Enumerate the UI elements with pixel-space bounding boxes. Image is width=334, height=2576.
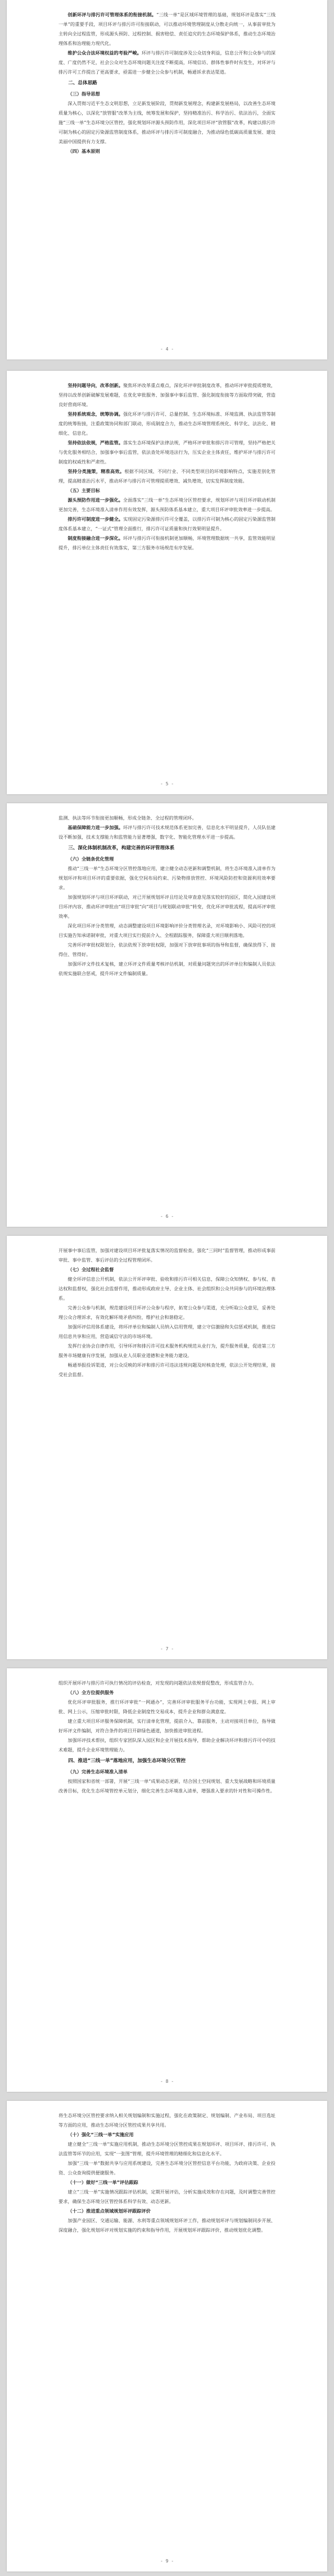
body-paragraph bbox=[58, 2140, 276, 2159]
section-heading: 二、总体思路 bbox=[68, 80, 97, 86]
subsection-heading: （六）全链条优化管理 bbox=[67, 856, 114, 862]
body-paragraph bbox=[58, 1341, 276, 1360]
paragraph-text: 按照国家和省统一部署，开展“三线一单”成果动态更新，结合国土空间规划、重大发展战略和环境质量改善目标，优化生态环境管控单元划分，细化完善生态环境准入清单，增强准入要求的针对性和可操作性。 bbox=[58, 1778, 276, 1794]
body-paragraph bbox=[58, 381, 276, 409]
page-number: - 6 - bbox=[160, 1214, 174, 1219]
body-paragraph bbox=[58, 1717, 276, 1736]
page-number: - 9 - bbox=[160, 2559, 174, 2564]
paragraph-lead: 维护公众合法环境权益的考验严峻。 bbox=[67, 50, 142, 56]
document-page-2 bbox=[7, 371, 327, 794]
paragraph-lead: 坚持问题导向，改革创新。 bbox=[67, 383, 123, 388]
body-paragraph bbox=[58, 1736, 276, 1755]
body-paragraph bbox=[58, 1777, 276, 1796]
page-4-content bbox=[58, 1246, 276, 1380]
body-paragraph bbox=[58, 10, 276, 48]
paragraph-text: 加强规划环评与项目环评联动，对已开展规划环评且结论及审查意见落实较好的园区，简化入园建设项目环评内容，推动环评审批由“项目审批”向“项目与规划联动审批”转变，优化环评审批流程，提高环评审批效率。 bbox=[58, 894, 276, 919]
page-number: - 8 - bbox=[160, 2079, 174, 2084]
body-paragraph bbox=[58, 409, 276, 438]
paragraph-lead: 制度衔接融合进一步深化。 bbox=[67, 535, 123, 541]
page-number: - 5 - bbox=[160, 781, 174, 786]
body-paragraph bbox=[58, 1678, 276, 1688]
paragraph-text: 监测、执法等环节衔接更加顺畅，形成全链条、全过程的管理闭环。 bbox=[58, 815, 197, 821]
paragraph-text: 推动“三线一单”生态环境分区管控落地应用，建立健全动态更新和调整机制，将生态环境准入清单作为规划环评和项目环评的重要依据，强化空间布局约束、污染物排放管控、环境风险防控和资源利用效率要求。 bbox=[58, 866, 276, 890]
body-paragraph bbox=[58, 2187, 276, 2206]
document-page-5 bbox=[7, 1668, 327, 2092]
paragraph-text: 深入贯彻习近平生态文明思想，立足新发展阶段，贯彻新发展理念，构建新发展格局，以改善生态环境质量为核心，以深化“放管服”改革为主线，统筹发展和保护，坚持精准治污、科学治污、依法治污，全面实施“三线一单”生态环境分区管控，强化规划环评源头预防作用，深化项目环评“放管服”改革，构建以排污许可制为核心的固定污染源监管制度体系，推动环评与排污许可制度融合，为推动绿色低碳高质量发展、建设美丽中国提供有力支撑。 bbox=[58, 101, 276, 144]
body-paragraph bbox=[58, 959, 276, 978]
paragraph-text: “三线一单”是区域环境管理的基础，规划环评是落实“三线一单”的重要手段，项目环评与排污许可衔接联动，可以推动环境管理制度从分散走向统一，从事前审批为主转向全过程监管，形成源头预防、过程控制、损害赔偿、责任追究的生态环境保护体系，推动生态环境治理体系和治理能力现代化。 bbox=[58, 12, 276, 46]
paragraph-text: 落实生态环境保护法律法规，严格环评审批和排污许可管理，坚持严格把关与优化服务相结合，加强事中事后监管，依法查处环境违法行为，压实企业主体责任，维护环评与排污许可制度的权威性和严肃性。 bbox=[58, 440, 276, 465]
subsection-heading: （十）强化“三线一单”实施应用 bbox=[67, 2132, 134, 2137]
paragraph-text: 健全环评信息公开机制，依法公开环评审批、验收和排污许可相关信息，保障公众知情权、参与权、表达权和监督权，强化社会监督作用，推动形成政府主导、企业主体、社会组织和公众共同参与的环境治理体系。 bbox=[58, 1276, 276, 1301]
body-paragraph bbox=[58, 2111, 276, 2130]
paragraph-text: 聚焦环评改革重点难点，深化环评审批制度改革，推动环评审批提质增效，坚持以改革创新破解发展难题，在优化审批服务、加强事中事后监管、强化制度衔接等方面取得突破，营造良好营商环境。 bbox=[58, 383, 276, 407]
body-paragraph bbox=[58, 864, 276, 893]
page-number: - 7 - bbox=[160, 1646, 174, 1651]
subsection-heading: （九）完善生态环境准入清单 bbox=[67, 1769, 128, 1774]
paragraph-text: 加强“三线一单”数据共享与应用系统建设，完善生态环境分区管控信息平台功能，为政府决策、企业投资、公众查询提供便捷服务。 bbox=[58, 2160, 276, 2176]
paragraph-text: 建立健全“三线一单”实施应用机制，推动生态环境分区管控成果在规划环评、项目环评、排污许可、执法监管等环节的应用，实现“一张图”管理，提升环境管理的精细化和信息化水平。 bbox=[58, 2141, 276, 2156]
page-number: - 4 - bbox=[160, 347, 174, 352]
body-paragraph bbox=[58, 940, 276, 959]
body-paragraph bbox=[58, 2216, 276, 2235]
paragraph-text: 实现固定污染源排污许可全覆盖，以排污许可制为核心的固定污染源监管制度体系基本建立，“一证式”管理全面推行，排污许可证质量和执行效果明显提升。 bbox=[58, 516, 276, 531]
subsection-heading: （三）指导思想 bbox=[67, 91, 100, 97]
paragraph-text: 组织开展环评与排污许可执行情况的评估检查，对发现的问题依法依规督促整改，形成监管合力。 bbox=[58, 1680, 257, 1686]
paragraph-lead: 坚持分类施策，精准高效。 bbox=[67, 468, 125, 474]
paragraph-text: 建立重大项目环评服务保障机制，实行清单化管理，提前介入、靠前服务，主动对接项目单位，指导做好环评文件编制，对符合条件的项目开辟绿色通道，加快推进审批进程。 bbox=[58, 1718, 276, 1733]
paragraph-lead: 源头预防作用进一步强化。 bbox=[67, 497, 123, 503]
body-paragraph bbox=[58, 921, 276, 940]
paragraph-text: 开展事中事后监管，加强对建设项目环评批复落实情况的监督检查，强化“三同时”监督管理，推动形成事前审批、事中监管、事后评估的全过程管理闭环。 bbox=[58, 1248, 276, 1263]
page-1-content bbox=[58, 10, 276, 156]
paragraph-lead: 创新环评与排污许可管理体系的衔接机制。 bbox=[67, 12, 157, 17]
paragraph-text: 全面落实“三线一单”生态环境分区管控要求，规划环评与项目环评联动机制更加完善，生态环境准入清单作用有效发挥，源头预防体系基本建立，重大项目环评审批效率进一步提高。 bbox=[58, 497, 276, 512]
paragraph-text: 环评与排污许可技术规范体系更加完善，信息化水平明显提升，人员队伍建设不断加强，技术支撑能力和监管能力显著增强，数字化、智能化管理水平进一步提高。 bbox=[58, 825, 276, 840]
document-page-6 bbox=[7, 2101, 327, 2572]
paragraph-text: 畅通举报投诉渠道，对公众反映的环评和排污许可违法违规问题及时核查处理，依法公开处理结果，接受社会监督。 bbox=[58, 1362, 276, 1377]
subsection-heading: （十一）做好“三线一单”评估跟踪 bbox=[67, 2179, 138, 2185]
subsection-heading: （四）基本原则 bbox=[67, 148, 100, 154]
body-paragraph bbox=[58, 1275, 276, 1303]
body-paragraph bbox=[58, 2159, 276, 2178]
paragraph-text: 加强环评文件技术复核，建立环评文件质量考核评估机制，对质量问题突出的环评单位和编制人员依法依规实施联合惩戒，提升环评文件编制质量。 bbox=[58, 961, 276, 976]
document-page-3 bbox=[7, 803, 327, 1227]
page-3-content bbox=[58, 813, 276, 978]
body-paragraph bbox=[58, 893, 276, 921]
paragraph-lead: 坚持依法依规，严格监管。 bbox=[67, 440, 123, 445]
paragraph-text: 环评与排污许可制度涉及公众切身利益，信息公开和公众参与的深度、广度仍然不足，社会公众对生态环境问题关注度不断提高，环境信访、群体性事件时有发生，对环评与排污许可工作提出了更高要求，亟需进一步健全公众参与机制，畅通诉求表达渠道。 bbox=[58, 50, 276, 75]
paragraph-text: 根据不同区域、不同行业、不同类型项目的环境影响特点，实施差别化管理，提高精准治污水平，推动环评与排污许可管理提质增效、减负增效，切实发挥制度效能。 bbox=[58, 468, 276, 484]
page-5-content bbox=[58, 1678, 276, 1796]
paragraph-text: 发挥行业协会自律作用，引导环评和排污许可技术服务机构规范从业行为，提升服务质量，促进第三方服务市场健康有序发展，加强从业人员职业道德和业务能力建设。 bbox=[58, 1343, 276, 1358]
body-paragraph bbox=[58, 1360, 276, 1380]
body-paragraph bbox=[58, 1246, 276, 1265]
body-paragraph bbox=[58, 1697, 276, 1717]
paragraph-text: 完善环评审批权限划分，依法依规下放审批权限，加强对下放审批事项的指导和监督，确保放得下、接得住、管得好。 bbox=[58, 942, 276, 957]
body-paragraph bbox=[58, 467, 276, 486]
paragraph-lead: 坚持系统观念，统筹协调。 bbox=[67, 411, 123, 417]
body-paragraph bbox=[58, 48, 276, 77]
body-paragraph bbox=[58, 515, 276, 534]
page-6-content bbox=[58, 2111, 276, 2235]
body-paragraph bbox=[58, 823, 276, 842]
paragraph-text: 优化环评审批服务，推行环评审批“一网通办”，完善环评审批服务平台功能，实现网上申报、网上审批、网上公示，压缩审批时限，降低企业制度性交易成本，提升企业和群众满意度。 bbox=[58, 1699, 276, 1714]
body-paragraph bbox=[58, 1303, 276, 1322]
paragraph-text: 深化项目环评分类管理，动态调整建设项目环境影响评价分类管理名录，对环境影响小、风险可控的项目实施告知承诺制审批，对重大项目实行提前介入、全程跟踪服务，保障重大项目顺利落地。 bbox=[58, 923, 276, 938]
body-paragraph bbox=[58, 813, 276, 823]
paragraph-text: 建立“三线一单”实施情况跟踪评估机制，定期开展评估，分析实施成效和存在问题，及时调整完善管控要求，确保生态环境分区管控体系科学有效、动态更新。 bbox=[58, 2189, 276, 2204]
body-paragraph bbox=[58, 495, 276, 515]
subsection-heading: （五）主要目标 bbox=[67, 488, 100, 493]
subsection-heading: （十二）推进重点领域规划环评跟踪评价 bbox=[67, 2208, 151, 2214]
paragraph-text: 环评与排污许可衔接机制更加顺畅，环境管理数据统一共享，监管效能明显提升，排污单位主体责任有效落实，第三方服务市场规范有序发展。 bbox=[58, 535, 276, 550]
paragraph-text: 将生态环境分区管控要求纳入相关规划编制和实施过程，强化在政策制定、规划编制、产业布局、项目选址等方面的应用，推动生态环境分区管控成果共享共用。 bbox=[58, 2113, 276, 2128]
paragraph-text: 加强环评技术帮扶，组织专家团队深入园区和企业开展技术指导，帮助企业解决环评和排污许可中的技术难题，提升企业环境管理能力。 bbox=[58, 1737, 276, 1753]
paragraph-text: 完善公众参与机制，规范建设项目环评公众参与程序，拓宽公众参与渠道，充分听取公众意见，妥善处理公众合理诉求，有效化解环境矛盾纠纷，维护社会和谐稳定。 bbox=[58, 1305, 276, 1320]
body-paragraph bbox=[58, 1322, 276, 1341]
page-2-content bbox=[58, 381, 276, 553]
paragraph-lead: 基础保障能力进一步加强。 bbox=[67, 825, 123, 830]
paragraph-lead: 排污许可制度进一步健全。 bbox=[67, 516, 123, 522]
document-page-4 bbox=[7, 1236, 327, 1659]
body-paragraph bbox=[58, 438, 276, 467]
paragraph-text: 强化环评与排污许可、总量控制、生态环境标准、环境监测、执法监管等制度的统筹衔接，注重政策协同和部门联动，形成制度合力，推动生态环境管理系统化、科学化、法治化、精细化、信息化。 bbox=[58, 411, 276, 436]
subsection-heading: （七）全过程社会监督 bbox=[67, 1267, 114, 1272]
paragraph-text: 加强产业园区、交通运输、能源、水利等重点领域规划环评工作，推动规划环评与规划编制同步开展、深度融合，强化规划环评对规划实施的约束和指导作用，开展规划环评跟踪评价，推动规划优化调整。 bbox=[58, 2218, 276, 2233]
section-heading: 三、深化体制机制改革，构建完善的环评管理体系 bbox=[68, 845, 175, 851]
section-heading: 四、推进“三线一单”落地应用，加强生态环境分区管控 bbox=[68, 1758, 186, 1764]
subsection-heading: （八）全方位提供服务 bbox=[67, 1690, 114, 1695]
document-page-1 bbox=[7, 0, 327, 359]
paragraph-text: 加强环评信用体系建设，将环评单位和编制人员纳入信用管理，建立守信激励和失信惩戒机制，推进信用信息共享和应用，营造诚信守法的市场环境。 bbox=[58, 1324, 276, 1339]
body-paragraph bbox=[58, 534, 276, 553]
body-paragraph bbox=[58, 99, 276, 147]
